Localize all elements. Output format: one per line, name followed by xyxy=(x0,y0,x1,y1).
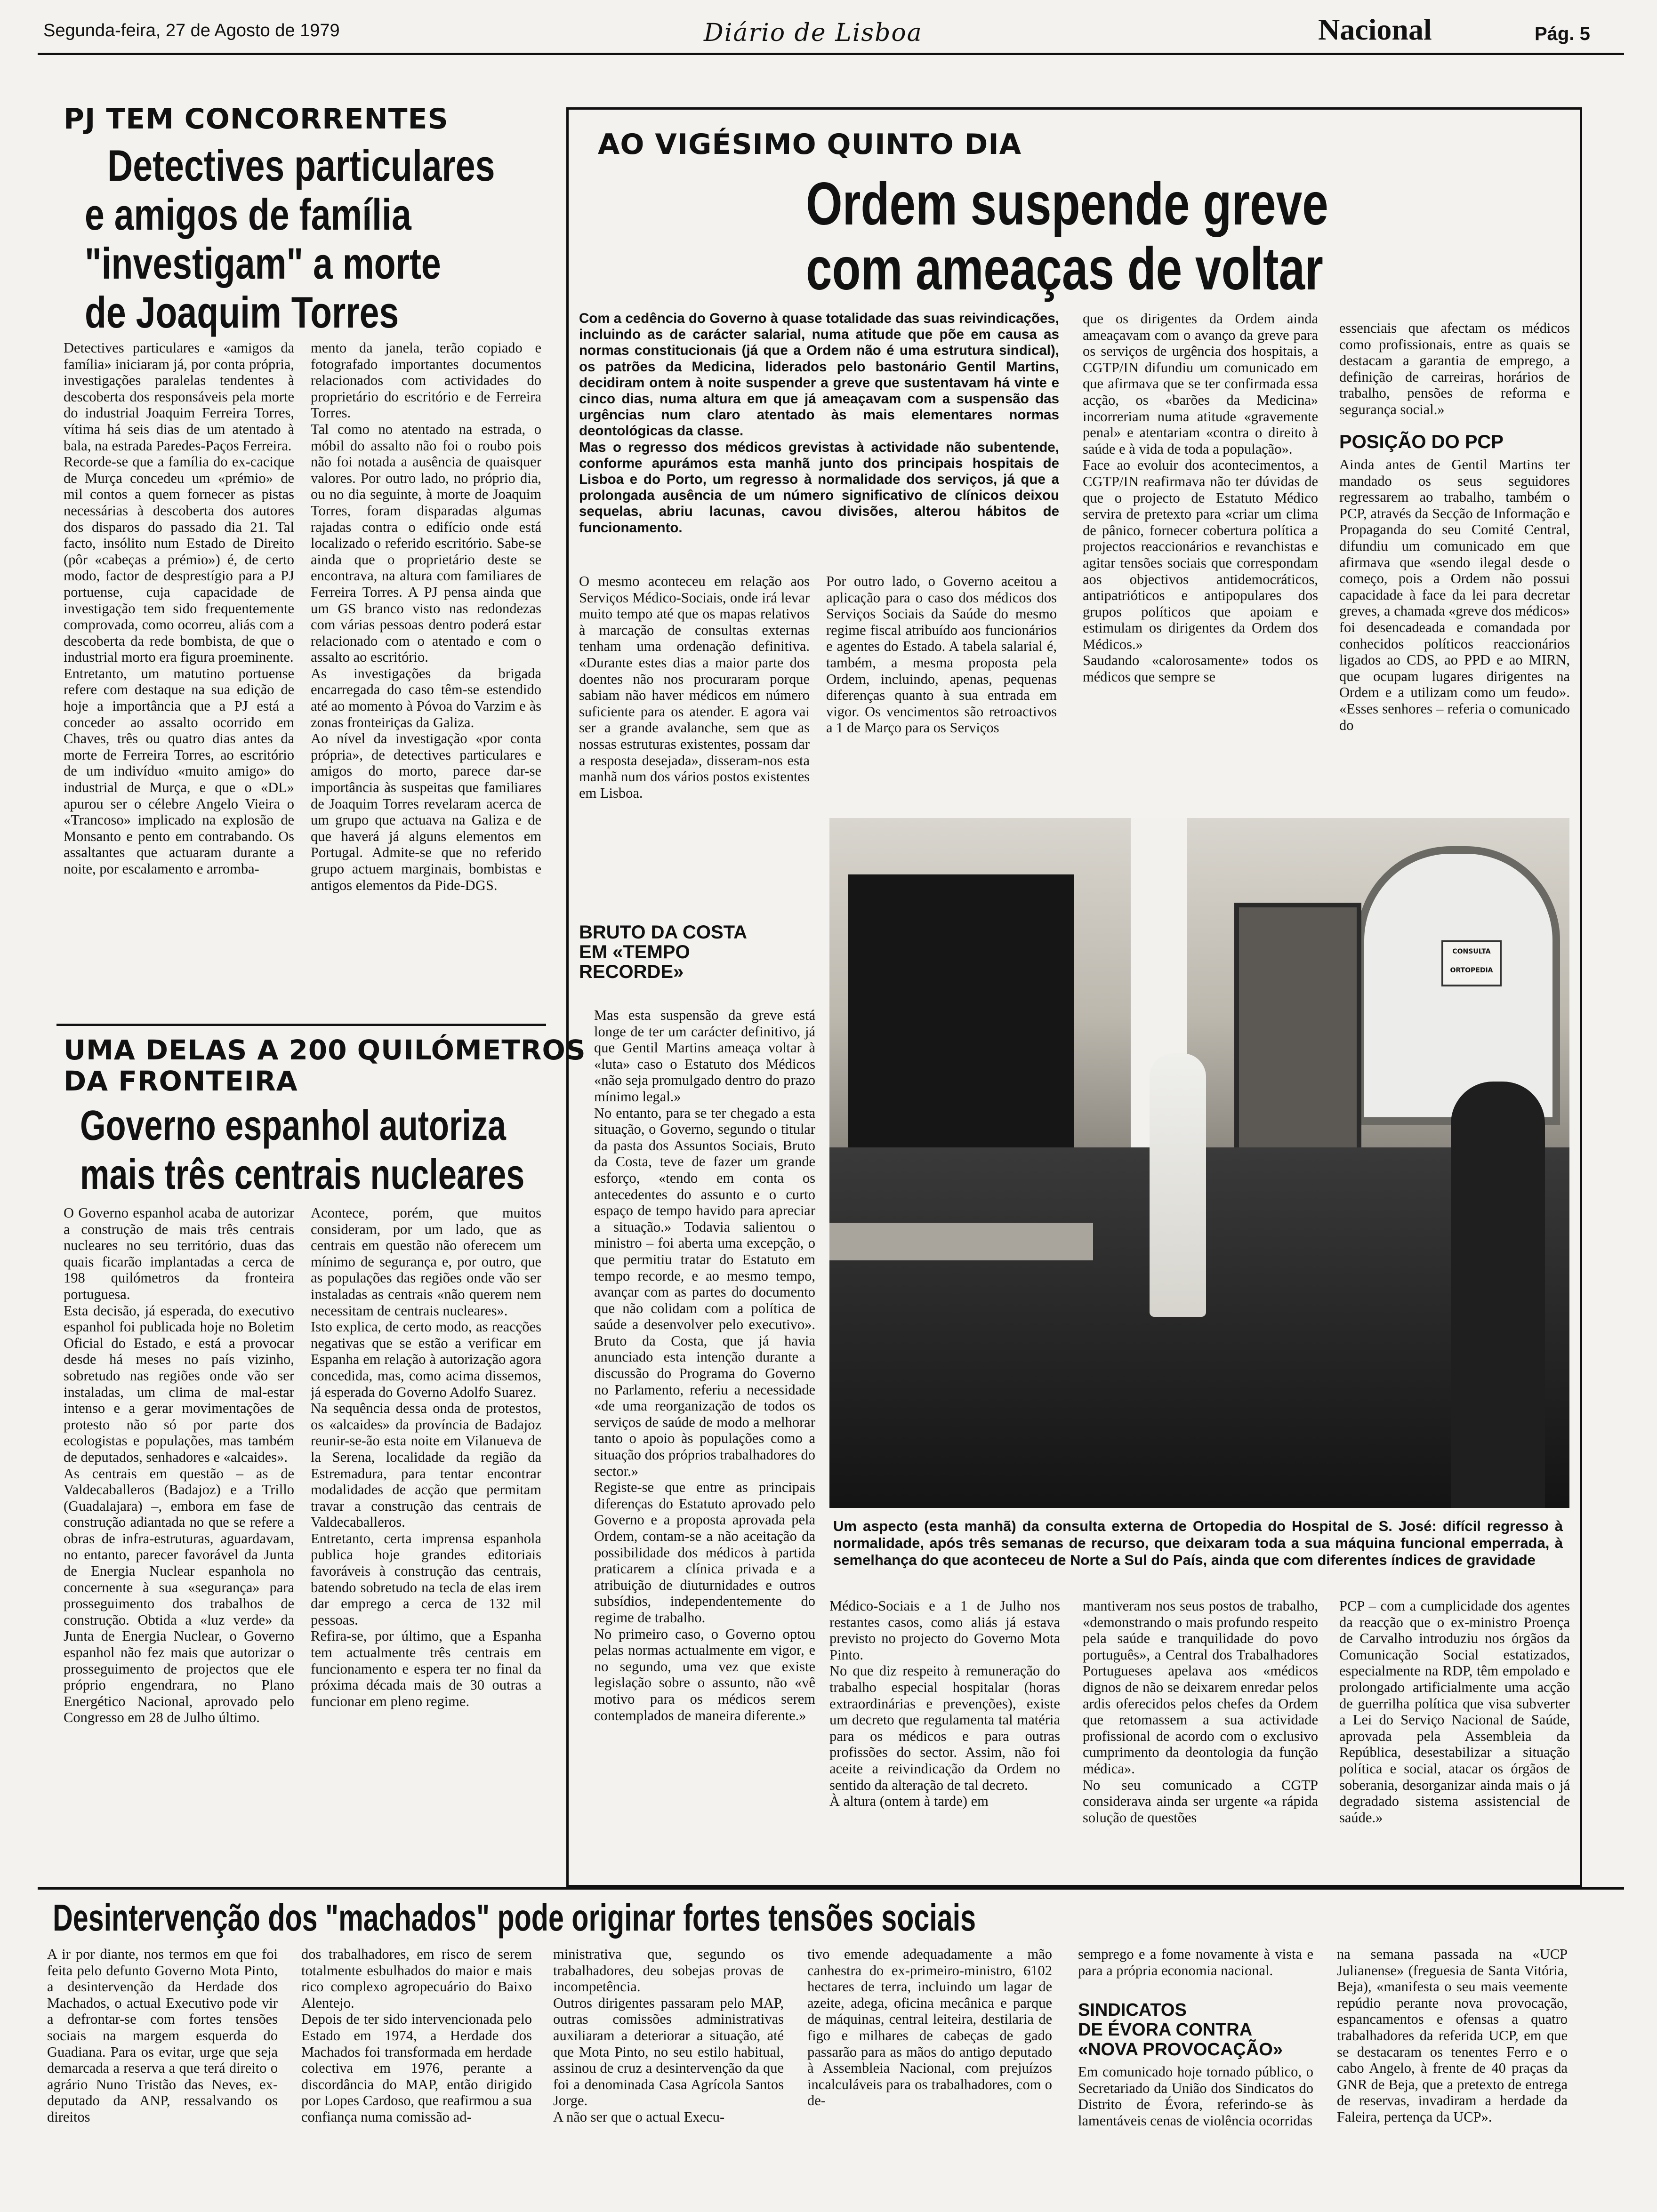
pj-kicker: PJ TEM CONCORRENTES xyxy=(64,103,449,136)
bruto-subhead xyxy=(579,922,747,982)
bottom-rule xyxy=(38,1887,1624,1890)
pj-column-1: Detectives particulares e «amigos da família» iniciaram já, por conta própria, investigações paralelas tendentes à descoberta dos responsáveis pela morte do industrial Joaquim Ferreira Torres, vítima há seis dias de um atentado à bala, na estrada Paredes-Paços Ferreira. Recorde-se que a família do ex-cacique de Murça concedeu um «prémio» de mil contos a quem fornecer as pistas necessárias à descoberta dos autores dos disparos do passado dia 21. Tal facto, insólito num Estado de Direito (pôr «cabeças a prémio») é, de certo modo, factor de desprestígio para a PJ portuense, cuja capacidade de investigação tem sido frequentemente comprovada, como ocorreu, aliás com a descoberta da rede bombista, de que o industrial morto era figura proeminente. Entretanto, um matutino portuense refere com destaque na sua edição de hoje a importância que a PJ está a conceder ao assalto ocorrido em Chaves, três ou quatro dias antes da morte de Ferreira Torres, ao escritório de um indivíduo «muito amigo» do industrial de Murça, e que o «DL» apurou ser o célebre Angelo Vieira o «Trancoso» implicado na explosão de Monsanto e pento em contrabando. Os assaltantes que actuaram durante a noite, por escalamento e arromba- xyxy=(64,340,294,877)
ordem-lead: Com a cedência do Governo à quase totalidade das suas reivindicações, incluindo as de carácter salarial, numa atitude que põe em causa as normas constitucionais (já que a Ordem não é uma estrutura sindical), os patrões da Medicina, liderados pelo bastonário Gentil Martins, decidiram ontem à noite suspender a greve que sustentavam há vinte e cinco dias, numa altura em que já ameaçavam com a suspensão das urgências num claro atentado às mais elementares normas deontológicas da classe. Mas o regresso dos médicos grevistas à actividade não subentende, conforme apurámos esta manhã junto dos principais hospitais de Lisboa e do Porto, um regresso à normalidade dos serviços, já que a prolongada ausência de um número significativo de clínicos deixou sequelas, abriu lacunas, cavou divisões, alterou hábitos de funcionamento. xyxy=(579,311,1059,536)
photo-caption: Um aspecto (esta manhã) da consulta externa de Ortopedia do Hospital de S. José: difícil regresso à normalidade, após três semanas de recurso, que deixaram toda a sua máquina funcional emperrada, à semelhança do que aconteceu de Norte a Sul do País, ainda que com diferentes índices de gravidade xyxy=(833,1518,1563,1568)
photo-nurse xyxy=(1150,1053,1206,1317)
spain-kicker xyxy=(64,1034,586,1097)
spain-headline-line: Governo espanhol autoriza xyxy=(80,1102,506,1149)
machados-column-5b: Em comunicado hoje tornado público, o Secretariado da União dos Sindicatos do Distrito de Évora, referindo-se às lamentáveis cenas de violência ocorridas xyxy=(1078,2064,1313,2129)
ordem-kicker: AO VIGÉSIMO QUINTO DIA xyxy=(598,128,1022,161)
spain-kicker-line: DA FRONTEIRA xyxy=(64,1065,298,1097)
spain-kicker-line: UMA DELAS A 200 QUILÓMETROS xyxy=(64,1034,586,1066)
bruto-column: Mas esta suspensão da greve está longe de ter um carácter definitivo, já que Gentil Martins ameaça voltar à «luta» caso o Estatuto dos Médicos «não seja promulgado dentro do prazo mínimo legal.» No entanto, para se ter chegado a esta situação, o Governo, segundo o titular da pasta dos Assuntos Sociais, Bruto da Costa, teve de fazer um grande esforço, «tendo em conta os antecedentes do assunto e o curto espaço de tempo havido para apreciar a situação.» Todavia salientou o ministro – foi aberta uma excepção, o que permitiu tratar do Estatuto em tempo recorde, e ao mesmo tempo, avançar com as partes do documento que não colidam com a política de saúde a desenvolver pelo executivo». Bruto da Costa, que já havia anunciado esta intenção durante a discussão do Programa do Governo no Parlamento, referiu a necessidade «de uma reorganização de todos os serviços de saúde de modo a melhorar tanto o apoio às populações como a situação dos próprios trabalhadores do sector.» Registe-se que entre as principais diferenças do Estatuto aprovado pelo Governo e a proposta aprovada pela Ordem, contam-se a não aceitação da possibilidade dos médicos à partida praticarem a clínica privada e a atribuição de diuturnidades e outros subsídios, independentemente do regime de trabalho. No primeiro caso, o Governo optou pelas normas actualmente em vigor, e no segundo, uma vez que existe legislação sobre o assunto, não «vê motivo para os médicos serem contemplados de maneira diferente.» xyxy=(594,1007,815,1723)
pj-headline xyxy=(85,141,518,337)
hospital-photo xyxy=(829,818,1569,1508)
issue-date: Segunda-feira, 27 de Agosto de 1979 xyxy=(43,21,340,40)
sindicatos-subhead-line: DE ÉVORA CONTRA xyxy=(1078,2020,1253,2040)
bruto-subhead-line: BRUTO DA COSTA xyxy=(579,922,748,943)
machados-column-2: dos trabalhadores, em risco de serem totalmente esbulhados do maior e mais rico complexo agropecuário do Baixo Alentejo. Depois de ter sido intervencionada pelo Estado em 1974, a Herdade dos Machados foi transformada em herdade colectiva em 1976, perante a discordância do MAP, então dirigido por Lopes Cardoso, que reafirmou a sua confiança numa comissão ad- xyxy=(301,1946,532,2125)
photo-man-right xyxy=(1451,1082,1545,1508)
machados-column-4: tivo emende adequadamente a mão canhestra do ex-primeiro-ministro, 6102 hectares de terra, incluindo um lagar de azeite, adega, oficina mecânica e parque de máquinas, central leiteira, destilaria de figo e milhares de cabeças de gado passarão para as mãos do antigo deputado à Assembleia Nacional, com prejuízos incalculáveis para os trabalhadores, com o de- xyxy=(807,1946,1052,2109)
photo-sign-line: ORTOPEDIA xyxy=(1450,967,1493,974)
spain-headline-line: mais três centrais nucleares xyxy=(80,1151,525,1198)
bruto-subhead-line: RECORDE» xyxy=(579,962,684,982)
page-number: Pág. 5 xyxy=(1535,24,1590,44)
spain-column-2: Acontece, porém, que muitos consideram, por um lado, que as centrais em questão não oferecem um mínimo de segurança e, por outro, que as populações das regiões onde vão ser instaladas as centrais «não querem nem necessitam de centrais nucleares». Isto explica, de certo modo, as reacções negativas que se estão a verificar em Espanha em relação à autorização agora concedida, mas, como acima dissemos, já esperada do Governo Adolfo Suarez. Na sequência dessa onda de protestos, os «alcaides» da província de Badajoz reunir-se-ão esta noite em Vilanueva de la Serena, localidade da região da Estremadura, para tentar encontrar modalidades de acção que permitam travar a construção das centrais de Valdecaballeros. Entretanto, certa imprensa espanhola publica hoje grandes editoriais favoráveis à construção das centrais, batendo sobretudo na tecla de elas irem dar emprego a cerca de 132 mil pessoas. Refira-se, por último, que a Espanha tem actualmente três centrais em funcionamento e espera ter no final da próxima década mais de 30 outras a funcionar em pleno regime. xyxy=(311,1205,541,1709)
ordem-headline-line: com ameaças de voltar xyxy=(806,235,1323,303)
newspaper-name: Diário de Lisboa xyxy=(704,19,923,47)
sindicatos-subhead-line: «NOVA PROVOCAÇÃO» xyxy=(1078,2040,1283,2060)
pj-headline-line: Detectives particulares xyxy=(107,141,495,190)
pcp-subhead: POSIÇÃO DO PCP xyxy=(1339,432,1504,452)
photo-sign xyxy=(1441,940,1502,986)
ordem-column-b: Por outro lado, o Governo aceitou a aplicação para o caso dos médicos dos Serviços Sociais da Saúde do mesmo regime fiscal atribuído aos funcionários e agentes do Estado. A tabela salarial é, também, a mesma proposta pela Ordem, incluindo, apenas, pequenas diferenças quanto à sua entrada em vigor. Os vencimentos são retroactivos a 1 de Março para os Serviços xyxy=(826,573,1057,736)
photo-bench xyxy=(829,1223,1093,1260)
spain-headline xyxy=(80,1101,551,1199)
machados-column-3: ministrativa que, segundo os trabalhadores, deu sobejas provas de incompetência. Outros dirigentes passaram pelo MAP, outras comissões administrativas auxiliaram a deteriorar a situação, até que Mota Pinto, no seu estilo habitual, assinou de cruz a desintervenção da que foi a denominada Casa Agrícola Santos Jorge. A não ser que o actual Execu- xyxy=(553,1946,784,2125)
ordem-headline-line: Ordem suspende greve xyxy=(806,170,1328,238)
sindicatos-subhead xyxy=(1078,2000,1283,2060)
pj-column-2: mento da janela, terão copiado e fotografado importantes documentos relacionados com actividades do proprietário do escritório e de Ferreira Torres. Tal como no atentado na estrada, o móbil do assalto não foi o roubo pois não foi notada a ausência de quaisquer valores. Por outro lado, no próprio dia, ou no dia seguinte, à morte de Joaquim Torres, foram disparadas algumas rajadas contra o edifício onde está localizado o referido escritório. Sabe-se ainda que o proprietário deste se encontrava, na altura com familiares de Ferreira Torres. A PJ pensa ainda que um GS branco visto nas redondezas com várias pessoas dentro poderá estar relacionado com o atentado e com o assalto ao escritório. As investigações da brigada encarregada do caso têm-se estendido até ao momento à Póvoa do Varzim e às zonas fronteiriças da Galiza. Ao nível da investigação «por conta própria», de detectives particulares e amigos do morto, parece dar-se importância às suspeitas que familiares de Joaquim Torres revelaram acerca de um grupo que actuava na Galiza e de que haverá já alguns elementos em Portugal. Admite-se que no referido grupo actuem marginais, bombistas e antigos elementos da Pide-DGS. xyxy=(311,340,541,893)
ordem-lower-1: Médico-Sociais e a 1 de Julho nos restantes casos, como aliás já estava previsto no projecto do Governo Mota Pinto. No que diz respeito à remuneração do trabalho especial hospitalar (horas extraordinárias e prevenções), existe um decreto que regulamenta tal matéria para os médicos e para outras profissões do sector. Assim, não foi aceite a reivindicação da Ordem no sentido da alteração de tal decreto. À altura (ontem à tarde) em xyxy=(829,1598,1060,1810)
machados-headline: Desintervenção dos "machados" pode originar fortes tensões sociais xyxy=(53,1897,976,1939)
masthead-rule xyxy=(38,53,1624,55)
machados-column-5a: semprego e a fome novamente à vista e para a própria economia nacional. xyxy=(1078,1946,1313,1979)
sindicatos-subhead-line: SINDICATOS xyxy=(1078,2000,1187,2020)
pj-headline-line: de Joaquim Torres xyxy=(85,288,399,337)
ordem-column-d2: Ainda antes de Gentil Martins ter mandado os seus seguidores regressarem ao trabalho, também o PCP, através da Secção de Informação e Propaganda do seu Comité Central, difundiu um comunicado em que afirmava que «sendo ilegal desde o começo, pois a Ordem não possui capacidade à face da lei para decretar greves, a chamada «greve dos médicos» foi desencadeada e comandada por conhecidos políticos reaccionários ligados ao CDS, ao PPD e ao MIRN, que ocupam lugares dirigentes na Ordem e a utilizam como um feudo». «Esses senhores – referia o comunicado do xyxy=(1339,457,1570,733)
bruto-subhead-line: EM «TEMPO xyxy=(579,942,690,962)
section-divider xyxy=(56,1024,546,1026)
section-name: Nacional xyxy=(1318,13,1432,46)
ordem-lower-3: PCP – com a cumplicidade dos agentes da reacção que o ex-ministro Proença de Carvalho introduziu nos órgãos da Comunicação Social estatizados, especialmente na RDP, têm empolado e prolongado artificialmente uma acção de guerrilha política que visa subverter a Lei do Serviço Nacional de Saúde, aprovada pela Assembleia da República, desestabilizar a situação política e social, atacar os órgãos de soberania, desorganizar ainda mais o já degradado sistema assistencial de saúde.» xyxy=(1339,1598,1570,1826)
machados-column-6: na semana passada na «UCP Julianense» (freguesia de Santa Vitória, Beja), «manifesta o seu mais veemente repúdio perante nova provocação, espancamentos e ofensas a quatro trabalhadores da referida UCP, em que se destacaram os tenentes Ferro e o cabo Angelo, à frente de 40 praças da GNR de Beja, que a pretexto de entrega de reservas, invadiram a herdade da Faleira, pertença da UCP». xyxy=(1337,1946,1568,2125)
ordem-column-c: que os dirigentes da Ordem ainda ameaçavam com o avanço da greve para os serviços de urgência dos hospitais, a CGTP/IN difundiu um comunicado em que afirmava que se ter confirmada essa acção, os «barões da Medicina» incorreriam numa atitude «gravemente penal» e atentariam «contra o direito à saúde e à vida de toda a população». Face ao evoluir dos acontecimentos, a CGTP/IN reafirmava não ter dúvidas de que o projecto de Estatuto Médico servira de pretexto para «criar um clima de pânico, fornecer cobertura política a projectos reaccionários e revanchistas e agitar tensões sociais que correspondam aos objectivos antidemocráticos, antipatrióticos e antipopulares dos grupos políticos que apoiam e estimulam os dirigentes da Ordem dos Médicos.» Saudando «calorosamente» todos os médicos que sempre se xyxy=(1083,311,1318,685)
ordem-headline xyxy=(806,172,1465,302)
pj-headline-line: e amigos de família xyxy=(85,190,411,239)
ordem-column-a: O mesmo aconteceu em relação aos Serviços Médico-Sociais, onde irá levar muito tempo até que os mapas relativos à marcação de consultas externas tenham uma ordenação definitiva. «Durante estes dias a maior parte dos doentes não nos procuraram porque sabiam não haver médicos em número suficiente para os atender. E agora vai ser a grande avalanche, sem que as nossas estruturas existentes, possam dar a resposta desejada», disseram-nos esta manhã num dos vários postos existentes em Lisboa. xyxy=(579,573,810,801)
ordem-lower-2: mantiveram nos seus postos de trabalho, «demonstrando o mais profundo respeito pela saúde e tranquilidade do povo português», a Central dos Trabalhadores Portugueses apelava aos «médicos dignos de não se deixarem enredar pelos ardis oferecidos pelos chefes da Ordem que retomassem a sua actividade profissional de acordo com o exclusivo cumprimento da deontologia da função médica». No seu comunicado a CGTP considerava ainda ser urgente «a rápida solução de questões xyxy=(1083,1598,1318,1826)
spain-column-1: O Governo espanhol acaba de autorizar a construção de mais três centrais nucleares no seu território, duas das quais ficarão implantadas a cerca de 198 quilómetros da fronteira portuguesa. Esta decisão, já esperada, do executivo espanhol foi publicada hoje no Boletim Oficial do Estado, e está a provocar desde há meses no país vizinho, sobretudo nas regiões onde vão ser instaladas, um clima de mal-estar intenso e a gerar movimentações de protesto não só por parte dos ecologistas e populações, mas também de deputados, senhadores e «alcaides». As centrais em questão – as de Valdecaballeros (Badajoz) e a Trillo (Guadalajara) –, embora em fase de construção adiantada no que se refere a obras de infra-estruturas, aguardavam, no entanto, parecer favorável da Junta de Energia Nuclear espanhola no concernente à sua «segurança» para prosseguimento dos trabalhos de construção. Obtida a «luz verde» da Junta de Energia Nuclear, o Governo espanhol não fez mais que autorizar o prosseguimento de projectos que ele próprio engendrara, no Plano Energético Nacional, aprovado pelo Congresso em 28 de Julho último. xyxy=(64,1205,294,1726)
ordem-column-d: essenciais que afectam os médicos como profissionais, entre as quais se destacam a garantia de emprego, a definição de carreiras, horários de trabalho, pensões de reforma e segurança social.» xyxy=(1339,320,1570,417)
pj-headline-line: "investigam" a morte xyxy=(85,239,441,288)
machados-column-1: A ir por diante, nos termos em que foi feita pelo defunto Governo Mota Pinto, a desintervenção da Herdade dos Machados, o actual Executivo pode vir a defrontar-se com fortes tensões sociais na margem esquerda do Guadiana. Para os evitar, urge que seja demarcada a reserva a que terá direito o agrário Nuno Tristão das Neves, ex-deputado da ANP, ressalvando os direitos xyxy=(47,1946,278,2125)
photo-sign-line: CONSULTA xyxy=(1452,948,1491,955)
